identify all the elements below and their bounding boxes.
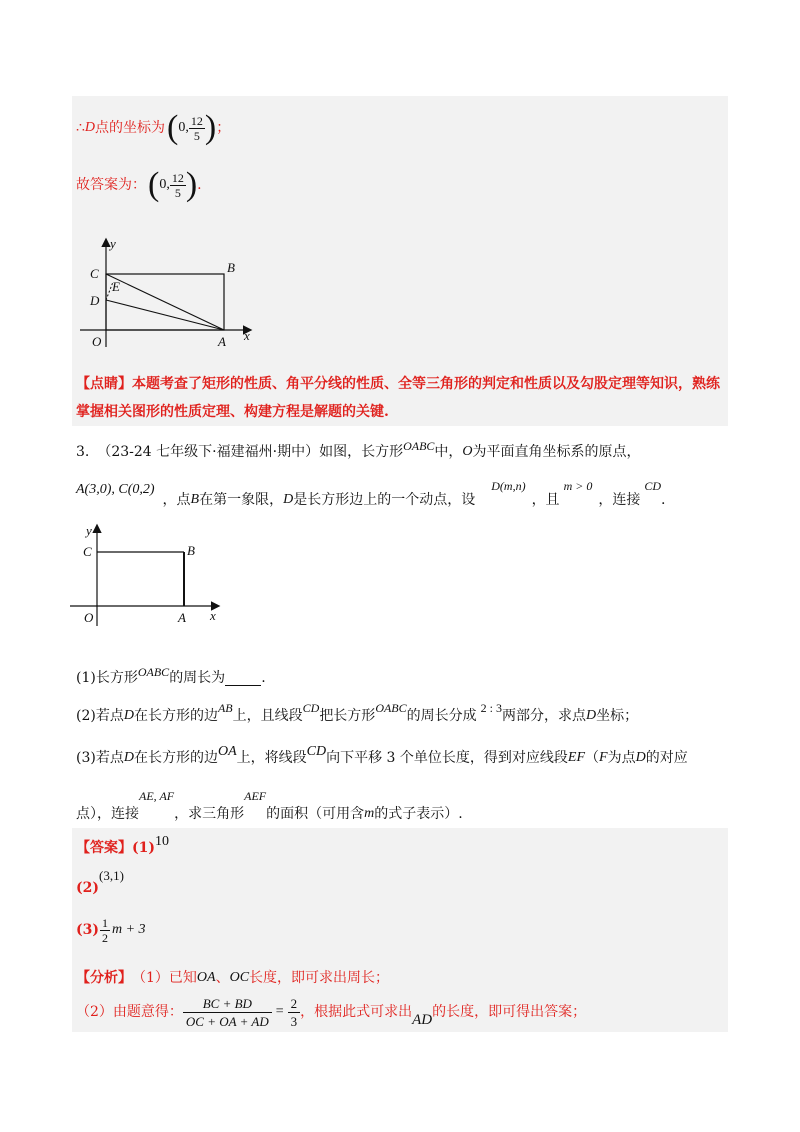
answer-line-2: 故答案为： ( 0, $\frac{12}{5}$ ) . <box>76 166 202 203</box>
answer-line-1: ∴ D 点的坐标为 ( 0, $\frac{12}{5}$ ) ； <box>76 109 231 146</box>
question-3-line-2: 点），连接 AE, AF ，求三角形 AEF 的面积（可用含 m 的式子表示）. <box>76 789 463 822</box>
fig2-label-A: A <box>178 610 186 625</box>
question-2: (2)若点 D 在长方形的边 AB 上，且线段 CD 把长方形 OABC 的周长分成 2 : 3 两部分，求点 D 坐标； <box>76 701 639 724</box>
fig1-label-B: B <box>227 260 235 275</box>
figure-2-rectangle-diagram <box>70 522 230 632</box>
answer-1: 【答案】 (1) 10 <box>76 834 169 856</box>
fig1-label-C: C <box>90 266 99 281</box>
answer-3: (3) $\frac{1}{2}$ m + 3 <box>76 915 146 945</box>
comment-line-1: 【点睛】本题考查了矩形的性质、角平分线的性质、全等三角形的判定和性质以及勾股定理等知识，熟练 <box>76 376 720 392</box>
fig1-label-D: D <box>90 293 100 308</box>
fig2-label-C: C <box>83 544 92 559</box>
analysis-line-1: 【分析】 （1）已知 OA 、 OC 长度，即可求出周长； <box>76 970 390 986</box>
fig2-label-y: y <box>86 523 92 538</box>
figure-1-rectangle-diagram <box>80 232 270 352</box>
fig1-label-A: A <box>218 334 226 349</box>
fig1-label-x: x <box>244 328 250 343</box>
question-1: (1)长方形 OABC 的周长为 . <box>76 665 266 686</box>
fig1-label-y: y <box>110 236 116 251</box>
problem-3-line-2: A(3,0), C(0,2) ，点 B 在第一象限， D 是长方形边上的一个动点，设 D(m,n) ，且 m > 0 ，连接 CD . <box>76 479 666 508</box>
question-3-line-1: (3)若点 D 在长方形的边 OA 上，将线段 CD 向下平移 3 个单位长度，得到对应线段 EF （ F 为点 D 的对应 <box>76 744 688 766</box>
fig1-label-O: O <box>92 334 102 349</box>
fig2-label-O: O <box>84 610 94 625</box>
problem-3-line-1: 3. （23-24 七年级下·福建福州·期中）如图，长方形 OABC 中， O 为平面直角坐标系的原点， <box>76 439 641 460</box>
fig2-label-x: x <box>210 608 216 623</box>
fig1-label-E: E <box>112 279 120 294</box>
fig2-label-B: B <box>187 543 195 558</box>
answer-2: (2) (3,1) <box>76 868 124 896</box>
analysis-line-2: （2）由题意得： $\frac{BC + BD}{OC + OA + AD}$ = $\frac{2}{3}$ ，根据此式可求出 AD 的长度，即可得出答案； <box>76 995 587 1029</box>
comment-line-2: 掌握相关图形的性质定理、构建方程是解题的关键. <box>76 404 389 420</box>
answer-blank <box>225 673 261 686</box>
